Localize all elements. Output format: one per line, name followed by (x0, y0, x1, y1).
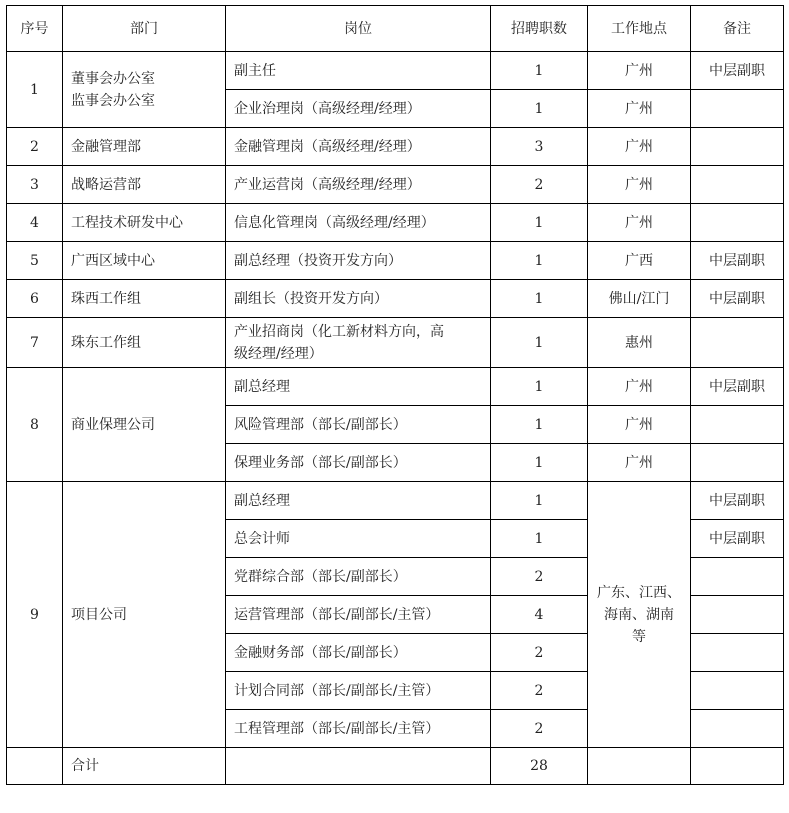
remark-cell: 中层副职 (691, 52, 784, 90)
count-cell: 1 (491, 52, 588, 90)
recruitment-table (6, 5, 784, 785)
position-cell: 总会计师 (226, 520, 491, 558)
remark-cell: 中层副职 (691, 368, 784, 406)
group-department: 战略运营部 (63, 166, 226, 204)
table-header-row (7, 6, 784, 52)
location-cell: 广州 (588, 444, 691, 482)
group-index: 4 (7, 204, 63, 242)
table-row (7, 318, 784, 368)
header-location: 工作地点 (588, 6, 691, 52)
count-cell: 4 (491, 596, 588, 634)
header-department: 部门 (63, 6, 226, 52)
total-index-cell (7, 748, 63, 785)
location-cell: 广西 (588, 242, 691, 280)
position-cell: 计划合同部（部长/副部长/主管） (226, 672, 491, 710)
table-row (7, 482, 784, 520)
count-cell: 1 (491, 280, 588, 318)
group-index: 2 (7, 128, 63, 166)
group-department: 珠西工作组 (63, 280, 226, 318)
count-cell: 1 (491, 482, 588, 520)
location-cell: 惠州 (588, 318, 691, 368)
location-cell: 广州 (588, 406, 691, 444)
location-cell: 广州 (588, 128, 691, 166)
remark-cell: 中层副职 (691, 280, 784, 318)
header-count: 招聘职数 (491, 6, 588, 52)
position-cell: 金融管理岗（高级经理/经理） (226, 128, 491, 166)
group-index: 6 (7, 280, 63, 318)
table-row (7, 128, 784, 166)
location-cell: 广州 (588, 204, 691, 242)
remark-cell (691, 204, 784, 242)
count-cell: 1 (491, 90, 588, 128)
count-cell: 1 (491, 520, 588, 558)
location-line: 等 (632, 628, 646, 645)
count-cell: 1 (491, 368, 588, 406)
department-line: 监事会办公室 (71, 92, 155, 109)
remark-cell (691, 90, 784, 128)
group-index: 9 (7, 482, 63, 748)
count-cell: 1 (491, 242, 588, 280)
location-line: 海南、湖南 (604, 606, 674, 623)
count-cell: 2 (491, 558, 588, 596)
total-count: 28 (491, 748, 588, 785)
count-cell: 2 (491, 710, 588, 748)
remark-cell (691, 596, 784, 634)
position-cell: 企业治理岗（高级经理/经理） (226, 90, 491, 128)
remark-cell (691, 128, 784, 166)
remark-cell (691, 406, 784, 444)
total-label: 合计 (63, 748, 226, 785)
position-cell: 产业运营岗（高级经理/经理） (226, 166, 491, 204)
remark-cell (691, 558, 784, 596)
remark-cell (691, 318, 784, 368)
group-index: 7 (7, 318, 63, 368)
position-line: 产业招商岗（化工新材料方向，高 (234, 323, 444, 340)
count-cell: 3 (491, 128, 588, 166)
count-cell: 2 (491, 166, 588, 204)
remark-cell: 中层副职 (691, 482, 784, 520)
total-position-cell (226, 748, 491, 785)
position-cell: 金融财务部（部长/副部长） (226, 634, 491, 672)
remark-cell (691, 444, 784, 482)
total-location-cell (588, 748, 691, 785)
table-row (7, 204, 784, 242)
count-cell: 1 (491, 406, 588, 444)
remark-cell: 中层副职 (691, 520, 784, 558)
total-remark-cell (691, 748, 784, 785)
department-line: 董事会办公室 (71, 70, 155, 87)
header-index: 序号 (7, 6, 63, 52)
remark-cell (691, 672, 784, 710)
group-index: 1 (7, 52, 63, 128)
remark-cell (691, 710, 784, 748)
remark-cell: 中层副职 (691, 242, 784, 280)
position-cell (226, 318, 491, 368)
header-remark: 备注 (691, 6, 784, 52)
position-cell: 党群综合部（部长/副部长） (226, 558, 491, 596)
table-row (7, 242, 784, 280)
count-cell: 1 (491, 318, 588, 368)
location-cell: 广州 (588, 368, 691, 406)
header-position: 岗位 (226, 6, 491, 52)
location-cell: 佛山/江门 (588, 280, 691, 318)
location-cell: 广州 (588, 90, 691, 128)
total-row (7, 748, 784, 785)
group-department: 珠东工作组 (63, 318, 226, 368)
table-row (7, 52, 784, 90)
group-department: 工程技术研发中心 (63, 204, 226, 242)
position-line: 级经理/经理） (234, 345, 323, 362)
location-cell: 广州 (588, 166, 691, 204)
location-line: 广东、江西、 (597, 584, 681, 601)
table-row (7, 280, 784, 318)
remark-cell (691, 634, 784, 672)
count-cell: 1 (491, 204, 588, 242)
location-cell: 广州 (588, 52, 691, 90)
location-cell (588, 482, 691, 748)
position-cell: 副总经理 (226, 482, 491, 520)
position-cell: 副主任 (226, 52, 491, 90)
group-index: 8 (7, 368, 63, 482)
group-department: 金融管理部 (63, 128, 226, 166)
position-cell: 副总经理（投资开发方向） (226, 242, 491, 280)
table-row (7, 166, 784, 204)
group-department: 项目公司 (63, 482, 226, 748)
position-cell: 工程管理部（部长/副部长/主管） (226, 710, 491, 748)
position-cell: 信息化管理岗（高级经理/经理） (226, 204, 491, 242)
position-cell: 保理业务部（部长/副部长） (226, 444, 491, 482)
count-cell: 2 (491, 672, 588, 710)
count-cell: 2 (491, 634, 588, 672)
position-cell: 风险管理部（部长/副部长） (226, 406, 491, 444)
group-index: 5 (7, 242, 63, 280)
group-department: 商业保理公司 (63, 368, 226, 482)
count-cell: 1 (491, 444, 588, 482)
remark-cell (691, 166, 784, 204)
group-department: 广西区域中心 (63, 242, 226, 280)
position-cell: 副组长（投资开发方向） (226, 280, 491, 318)
group-department (63, 52, 226, 128)
position-cell: 副总经理 (226, 368, 491, 406)
position-cell: 运营管理部（部长/副部长/主管） (226, 596, 491, 634)
table-row (7, 368, 784, 406)
group-index: 3 (7, 166, 63, 204)
